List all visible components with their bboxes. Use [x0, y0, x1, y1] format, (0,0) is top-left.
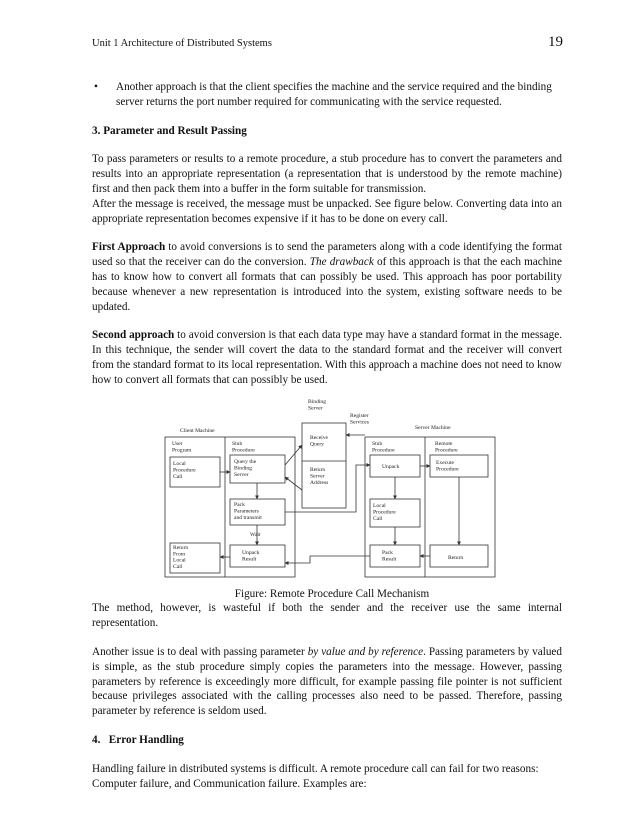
server-machine-label: Server Machine — [415, 424, 451, 431]
first-approach-text-a: to avoid conversions is to send the parameters along with a code identifying the format used so that the receiver can do the conversion. — [92, 241, 562, 269]
after-figure-paragraph-1: The method, however, is wasteful if both the sender and the receiver use the same internal representation. — [92, 602, 562, 630]
bullet-item — [92, 80, 562, 110]
first-approach-text-b: of this approach is that the each machine has to know how to convert all formats that can possibly be used. This approach has poor portability because whenever a new representation is introduced into the system, existing software needs to be updated. — [92, 256, 562, 313]
pack-result-label: Pack Result — [382, 549, 397, 563]
section-3-paragraph-2: After the message is received, the message must be unpacked. See figure below. Converting data into an appropriate representation becomes expensive if it has to be done on every call. — [92, 197, 562, 225]
bullet-text: Another approach is that the client specifies the machine and the service required and the binding server returns the port number required for communicating with the service requested. — [116, 81, 552, 108]
after-figure-text-b: . Passing parameters by valued is simple, as the stub procedure simply copies the parameters into the message. However, passing parameters by reference is exceedingly more difficult, for example passing file pointer is not sufficient because privileges associated with the calling processes also need to be passed. Therefore, passing parameter by reference is seldom used. — [92, 645, 562, 718]
local-procedure-call-label: Local Procedure Call — [173, 460, 196, 480]
server-local-call-label: Local Procedure Call — [373, 502, 396, 522]
server-stub-procedure-label: Stub Procedure — [372, 440, 395, 454]
query-binding-label: Query the Binding Server — [234, 458, 257, 478]
figure-caption: Figure: Remote Procedure Call Mechanism — [234, 587, 430, 600]
execute-procedure-label: Execute Procedure — [436, 459, 459, 473]
second-approach-lead: Second approach — [92, 329, 175, 342]
section-3-heading: 3. Parameter and Result Passing — [92, 124, 247, 137]
remote-procedure-label: Remote Procedure — [435, 440, 458, 454]
return-server-address-label: Return Server Address — [310, 466, 329, 486]
return-label: Return — [448, 554, 464, 561]
receive-query-label: Receive Query — [310, 434, 329, 448]
after-figure-paragraph-2 — [92, 645, 562, 719]
second-approach-text: to avoid conversion is that each data type may have a standard format in the message. In this technique, the sender will covert the data to the standard format and the receiver will convert from the standard format to its local representation. With this approach a machine does not need to know how to convert all formats that can possibly be used. — [92, 329, 562, 386]
after-figure-text-a: Another issue is to deal with passing parameter — [92, 645, 308, 658]
unpack-result-label: Unpack Result — [242, 549, 260, 563]
pack-parameters-label: Pack Parameters and transmit — [234, 501, 262, 521]
rpc-figure — [92, 395, 562, 585]
client-stub-procedure-label: Stub Procedure — [232, 440, 255, 454]
page-number: 19 — [548, 34, 563, 50]
unpack-result-box — [230, 545, 285, 567]
document-body — [92, 80, 562, 791]
second-approach-paragraph — [92, 328, 562, 387]
return-from-local-call-label: Return From Local Call — [173, 544, 189, 570]
register-services-label: Register Services — [350, 412, 369, 426]
first-approach-paragraph — [92, 240, 562, 314]
unpack-label: Unpack — [382, 463, 400, 470]
section-3-paragraph-1: To pass parameters or results to a remote procedure, a stub procedure has to convert the parameters and results into an appropriate representation (a representation that is understood by the remote machine) first and then pack them into a buffer in the form suitable for transmission. — [92, 153, 562, 195]
section-4-paragraph: Handling failure in distributed systems is difficult. A remote procedure call can fail for two reasons: Computer failure, and Communication failure. Examples are: — [92, 762, 539, 790]
first-approach-drawback: The drawback — [309, 256, 374, 269]
first-approach-lead: First Approach — [92, 241, 166, 254]
running-header: Unit 1 Architecture of Distributed Systems — [92, 38, 272, 49]
client-machine-label: Client Machine — [180, 427, 215, 434]
wait-label: Wait — [250, 531, 261, 538]
section-4-heading: 4. Error Handling — [92, 733, 184, 746]
bullet-icon: • — [94, 81, 98, 93]
rpc-diagram — [160, 395, 500, 585]
binding-server-label: Binding Server — [308, 398, 327, 412]
by-value-reference-italic: by value and by reference — [307, 645, 424, 658]
user-program-label: User Program — [172, 440, 192, 454]
